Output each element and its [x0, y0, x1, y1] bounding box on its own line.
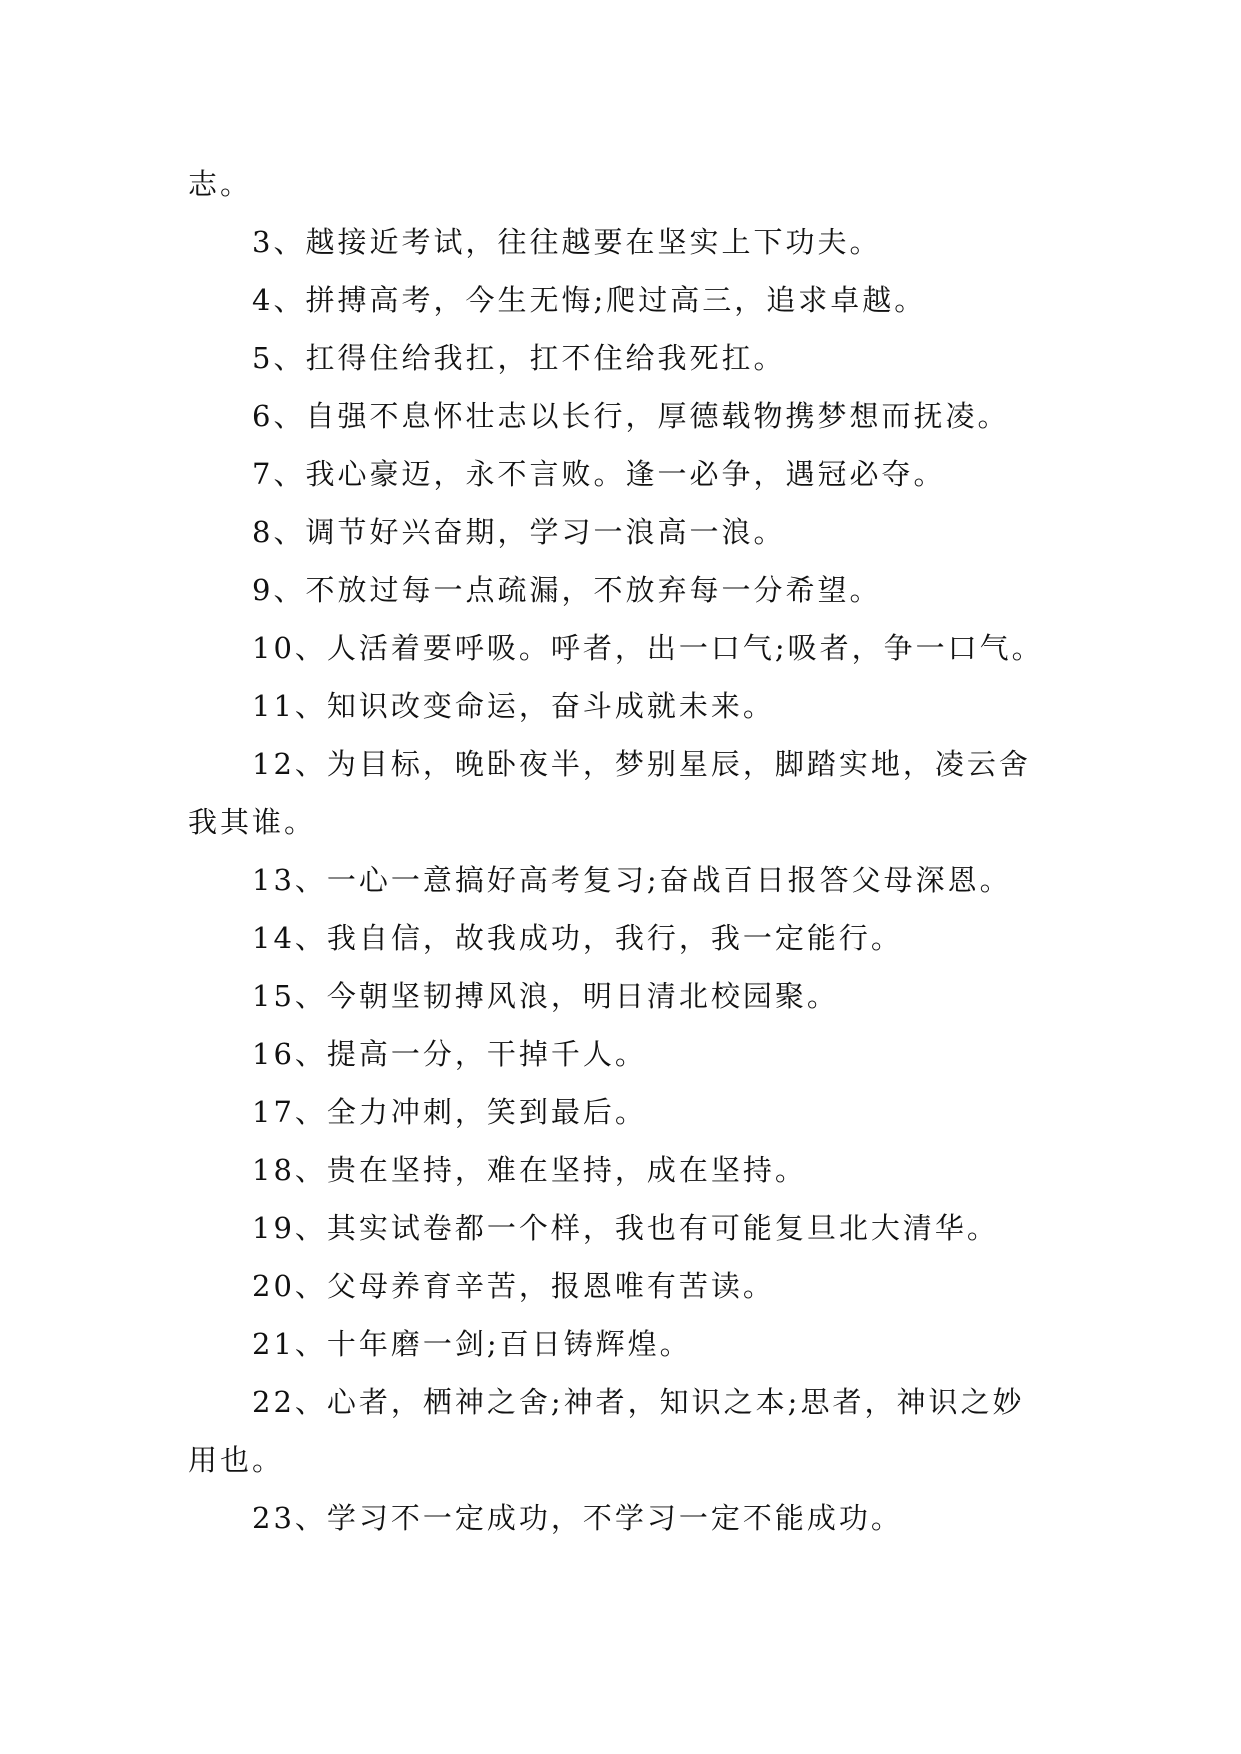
text-line: 16、提高一分，干掉千人。: [252, 1037, 647, 1071]
text-line: 我其谁。: [188, 805, 317, 839]
text-line: 用也。: [188, 1443, 285, 1477]
text-line: 13、一心一意搞好高考复习;奋战百日报答父母深恩。: [252, 863, 1012, 897]
text-line: 11、知识改变命运，奋斗成就未来。: [252, 689, 775, 723]
text-line: 12、为目标，晚卧夜半，梦别星辰，脚踏实地，凌云舍: [252, 747, 1031, 781]
text-line: 9、不放过每一点疏漏，不放弃每一分希望。: [252, 573, 882, 607]
text-line: 志。: [188, 167, 253, 201]
text-line: 5、扛得住给我扛，扛不住给我死扛。: [252, 341, 786, 375]
text-line: 14、我自信，故我成功，我行，我一定能行。: [252, 921, 903, 955]
text-line: 22、心者，栖神之舍;神者，知识之本;思者，神识之妙: [252, 1385, 1025, 1419]
text-line: 10、人活着要呼吸。呼者，出一口气;吸者，争一口气。: [252, 631, 1044, 665]
text-line: 19、其实试卷都一个样，我也有可能复旦北大清华。: [252, 1211, 999, 1245]
text-line: 21、十年磨一剑;百日铸辉煌。: [252, 1327, 692, 1361]
text-line: 15、今朝坚韧搏风浪，明日清北校园聚。: [252, 979, 839, 1013]
text-line: 18、贵在坚持，难在坚持，成在坚持。: [252, 1153, 807, 1187]
text-line: 8、调节好兴奋期，学习一浪高一浪。: [252, 515, 786, 549]
text-line: 23、学习不一定成功，不学习一定不能成功。: [252, 1501, 903, 1535]
text-line: 4、拼搏高考，今生无悔;爬过高三，追求卓越。: [252, 283, 927, 317]
text-line: 6、自强不息怀壮志以长行，厚德载物携梦想而抚凌。: [252, 399, 1010, 433]
text-line: 20、父母养育辛苦，报恩唯有苦读。: [252, 1269, 775, 1303]
text-line: 3、越接近考试，往往越要在坚实上下功夫。: [252, 225, 882, 259]
text-line: 7、我心豪迈，永不言败。逢一必争，遇冠必夺。: [252, 457, 946, 491]
text-line: 17、全力冲刺，笑到最后。: [252, 1095, 647, 1129]
